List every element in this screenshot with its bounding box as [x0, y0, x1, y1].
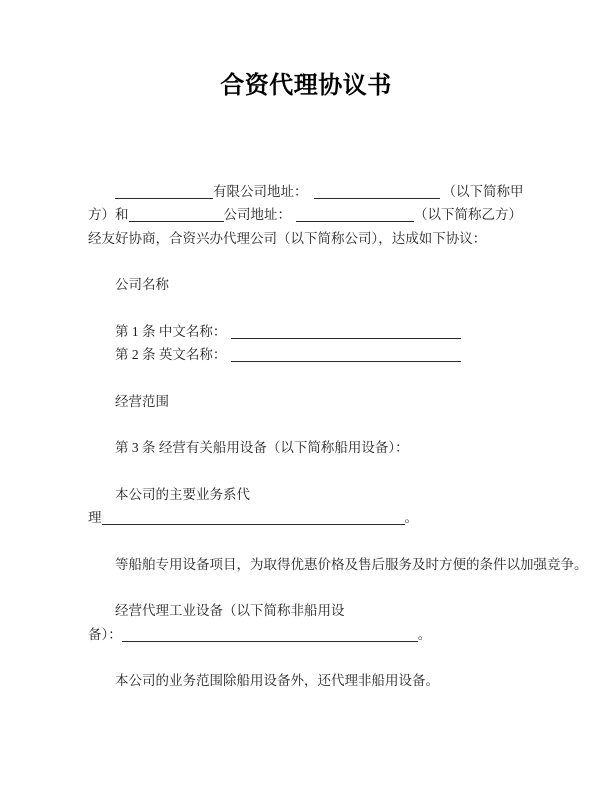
- clause-1: [88, 320, 522, 343]
- chinese-name-blank: [231, 325, 461, 339]
- party-a-address-blank: [314, 185, 440, 199]
- party-b-address-blank: [296, 208, 414, 222]
- intro-paragraph: [88, 180, 522, 250]
- non-marine-paragraph: [88, 599, 522, 646]
- clause-1-label: 第 1 条 中文名称：: [115, 323, 227, 339]
- party-b-lead-text: 方）和: [88, 207, 129, 223]
- party-a-name-blank: [115, 185, 213, 199]
- document-body: [0, 180, 612, 693]
- intro-closing-text: 经友好协商，合资兴办代理公司（以下简称公司），达成如下协议：: [88, 230, 487, 246]
- non-marine-line1: 经营代理工业设备（以下简称非船用设: [115, 603, 345, 619]
- non-marine-scope-blank: [122, 628, 418, 642]
- agency-business-paragraph: [88, 483, 522, 530]
- clause-2: [88, 343, 522, 366]
- party-a-alias-text: （以下简称甲: [442, 184, 524, 199]
- party-b-alias-text: （以下简称乙方）: [414, 207, 522, 223]
- non-marine-wrap-chars: 备）：: [88, 626, 122, 642]
- party-b-address-label: 公司地址：: [223, 207, 291, 223]
- agency-scope-blank: [102, 511, 405, 525]
- agency-period: 。: [404, 510, 418, 526]
- non-marine-period: 。: [417, 626, 432, 642]
- agency-business-wrap-char: 理: [88, 510, 102, 526]
- agency-business-line1: 本公司的主要业务系代: [115, 486, 250, 502]
- company-name-heading: 公司名称: [115, 277, 169, 293]
- business-scope-heading: 经营范围: [115, 393, 169, 409]
- english-name-blank: [231, 348, 461, 362]
- party-a-address-label: 有限公司地址：: [213, 184, 308, 199]
- clause-3: 第 3 条 经营有关船用设备（以下简称船用设备）：: [115, 440, 409, 456]
- party-b-name-blank: [129, 208, 224, 222]
- clause-2-label: 第 2 条 英文名称：: [115, 347, 227, 363]
- document-title: 合资代理协议书: [220, 72, 392, 99]
- competition-paragraph: 等船舶专用设备项目，为取得优惠价格及售后服务及时方便的条件以加强竞争。: [115, 556, 588, 572]
- scope-note-paragraph: 本公司的业务范围除船用设备外，还代理非船用设备。: [115, 673, 439, 689]
